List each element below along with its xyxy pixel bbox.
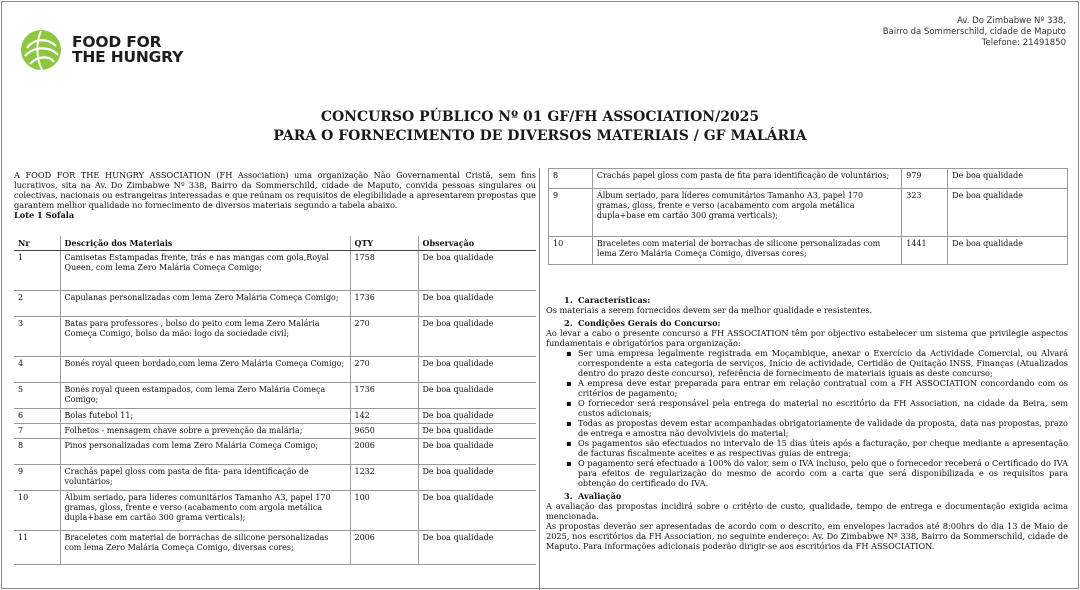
cell-observation: De boa qualidade: [948, 237, 1068, 265]
table-row: [14, 317, 536, 357]
list-item-text: Ser uma empresa legalmente registrada em Moçambique, anexar o Exercício da Actividade Comercial, ou Alvará correspondente a esta categoria de serviços, Início de actividade, Certidão de Quitação INSS, Finanças (Atualizados dentro do prazo deste concurso), referência de fornecimento de materiais iguais as deste concurso;: [578, 348, 1068, 378]
cell-observation: De boa qualidade: [418, 465, 536, 491]
table-row: [549, 169, 1068, 189]
table-row: [14, 491, 536, 531]
cell-nr: 9: [14, 465, 60, 491]
cell-nr: 1: [14, 251, 60, 291]
list-item: [564, 418, 1068, 438]
cell-qty: 1736: [350, 383, 418, 409]
cell-observation: De boa qualidade: [418, 439, 536, 465]
evaluation-text: A avaliação das propostas incidirá sobre o critério de custo, qualidade, tempo de entrega e documentação exigida acima mencionada.: [546, 501, 1068, 521]
cell-observation: De boa qualidade: [418, 409, 536, 424]
cell-description: Álbum seriado, para líderes comunitários Tamanho A3, papel 170 gramas, gloss, frente e verso (acabamento com argola metálica dupla+base em cartão 300 grama verticals);: [60, 491, 350, 531]
table-row: [14, 531, 536, 565]
intro-paragraph: A FOOD FOR THE HUNGRY ASSOCIATION (FH Association) uma organização Não Governamental Cristã, sem fins lucrativos, sita na Av. Do Zimbabwe Nº 338, Bairro da Sommerschild, cidade de Maputo, convida pessoas singulares ou colectivas, nacionais ou estrangeiras interessadas e que reúnam os requisitos de elegibilidade a apresentarem propostas que garantem melhor qualidade no fornecimento de diversos materiais segundo a tabela abaixo.: [14, 170, 536, 210]
cell-observation: De boa qualidade: [418, 357, 536, 383]
list-item: [564, 348, 1068, 378]
cell-nr: 2: [14, 291, 60, 317]
cell-nr: 10: [14, 491, 60, 531]
cell-description: Bonés royal queen estampados, com lema Zero Malária Começa Comigo;: [60, 383, 350, 409]
cell-description: Capulanas personalizadas com lema Zero Malária Começa Comigo;: [60, 291, 350, 317]
header-description: Descrição dos Materiais: [60, 236, 350, 251]
cell-nr: 4: [14, 357, 60, 383]
cell-qty: 323: [902, 189, 948, 237]
materials-table-continued: [548, 168, 1068, 265]
cell-description: Braceletes com material de borrachas de silicone personalizadas com lema Zero Malária Começa Comigo, diversas cores;: [60, 531, 350, 565]
cell-observation: De boa qualidade: [418, 251, 536, 291]
section-heading-characteristics: 1. Características:: [564, 295, 651, 305]
fh-logo: [18, 28, 188, 72]
cell-observation: De boa qualidade: [948, 189, 1068, 237]
bullet-icon: ▪: [566, 348, 572, 358]
cell-description: Bonés royal queen bordado,com lema Zero Malária Começa Comigo;: [60, 357, 350, 383]
cell-observation: De boa qualidade: [418, 491, 536, 531]
list-item-text: O pagamento será efectuado a 100% do valor, sem o IVA incluso, pelo que o fornecedor receberá o Certificado do IVA para efeitos de regularização do mesmo de acordo com a carta que será disponibilizada e os requisitos para obtenção do certificado do IVA.: [578, 458, 1068, 488]
table-row: [14, 424, 536, 439]
cell-nr: 6: [14, 409, 60, 424]
cell-description: Camisetas Estampadas frente, trás e nas mangas com gola,Royal Queen, com lema Zero Malária Começa Comigo;: [60, 251, 350, 291]
table-row: [14, 439, 536, 465]
conditions-list: [564, 348, 1068, 488]
table-row: [549, 189, 1068, 237]
table-row: [14, 251, 536, 291]
cell-nr: 10: [549, 237, 593, 265]
cell-qty: 270: [350, 317, 418, 357]
table-header-row: [14, 236, 536, 251]
cell-qty: 1758: [350, 251, 418, 291]
bullet-icon: ▪: [566, 418, 572, 428]
conditions-block: [546, 292, 1068, 551]
cell-observation: De boa qualidade: [418, 383, 536, 409]
cell-qty: 1232: [350, 465, 418, 491]
logo-line-1: FOOD FOR: [72, 33, 162, 51]
list-item: [564, 438, 1068, 458]
table-row: [14, 291, 536, 317]
section-heading-evaluation: 3. Avaliação: [564, 491, 622, 501]
logo-line-2: THE HUNGRY: [72, 48, 184, 66]
header-observation: Observação: [418, 236, 536, 251]
cell-qty: 270: [350, 357, 418, 383]
table-row: [14, 357, 536, 383]
section-heading-general-conditions: 2. Condições Gerais do Concurso:: [564, 318, 721, 328]
cell-observation: De boa qualidade: [418, 317, 536, 357]
logo-wordmark: [72, 35, 183, 65]
cell-nr: 3: [14, 317, 60, 357]
list-item-text: A empresa deve estar preparada para entrar em relação contratual com a FH ASSOCIATION concordando com os critérios de pagamento;: [578, 378, 1068, 398]
table-row: [14, 383, 536, 409]
bullet-icon: ▪: [566, 398, 572, 408]
intro-block: [14, 170, 536, 220]
cell-qty: 2006: [350, 531, 418, 565]
title-line-1: CONCURSO PÚBLICO Nº 01 GF/FH ASSOCIATION/2025: [320, 109, 760, 125]
list-item: [564, 458, 1068, 488]
cell-nr: 7: [14, 424, 60, 439]
list-item-text: Todas as propostas devem estar acompanhadas obrigatoriamente de validade da proposta, data nas propostas, prazo de entrega e amostra não devolvivieis do material;: [578, 418, 1068, 438]
table-row: [549, 237, 1068, 265]
lot-label: Lote 1 Sofala: [14, 210, 75, 220]
address-line: Telefone: 21491850: [981, 38, 1066, 48]
table-body: [14, 251, 536, 565]
cell-observation: De boa qualidade: [418, 531, 536, 565]
list-item: [564, 378, 1068, 398]
cell-qty: 142: [350, 409, 418, 424]
cell-qty: 1736: [350, 291, 418, 317]
table-row: [14, 465, 536, 491]
cell-description: Folhetos - mensagem chave sobre a prevenção da malária;: [60, 424, 350, 439]
list-item-text: Os pagamentos são efectuados no intervalo de 15 dias úteis após a facturação, por cheque mediante a apresentação de facturas fiscalmente aceites e as respectivas guias de entrega;: [578, 438, 1068, 458]
cell-description: Álbum seriado, para líderes comunitários Tamanho A3, papel 170 gramas, gloss, frente e verso (acabamento com argola metálica dupla+base em cartão 300 grama verticals);: [592, 189, 901, 237]
list-item-text: O fornecedor será responsável pela entrega do material no escritório da FH Association, na cidade da Beira, sem custos adicionais;: [578, 398, 1068, 418]
header-qty: QTY: [350, 236, 418, 251]
cell-description: Crachás papel gloss com pasta de fita para identificação de voluntários;: [592, 169, 901, 189]
cell-observation: De boa qualidade: [418, 291, 536, 317]
materials-table-lot-1: [14, 236, 536, 565]
cell-description: Bolas futebol 11;: [60, 409, 350, 424]
cell-nr: 5: [14, 383, 60, 409]
bullet-icon: ▪: [566, 458, 572, 468]
cell-qty: 979: [902, 169, 948, 189]
cell-observation: De boa qualidade: [948, 169, 1068, 189]
cell-qty: 9650: [350, 424, 418, 439]
cell-nr: 8: [14, 439, 60, 465]
document-title: [0, 108, 1080, 146]
cell-qty: 100: [350, 491, 418, 531]
cell-description: Braceletes com material de borrachas de silicone personalizadas com lema Zero Malária Começa Comigo, diversas cores;: [592, 237, 901, 265]
table-row: [14, 409, 536, 424]
wheat-ball-logo-icon: [18, 28, 64, 72]
cell-description: Pinos personalizadas com lema Zero Malária Começa Comigo;: [60, 439, 350, 465]
header-nr: Nr: [14, 236, 60, 251]
table-body: [549, 169, 1068, 265]
cell-qty: 1441: [902, 237, 948, 265]
bullet-icon: ▪: [566, 438, 572, 448]
characteristics-text: Os materiais a serem fornecidos devem ser da melhor qualidade e resistentes.: [546, 305, 873, 315]
cell-nr: 9: [549, 189, 593, 237]
general-conditions-text: Ao levar a cabo o presente concurso a FH ASSOCIATION têm por objectivo estabelecer um sistema que privilegie aspectos fundamentais e obrigatórios para organização:: [546, 328, 1068, 348]
address-line: Av. Do Zimbabwe Nº 338,: [957, 16, 1066, 26]
cell-observation: De boa qualidade: [418, 424, 536, 439]
cell-nr: 8: [549, 169, 593, 189]
column-divider: [539, 168, 540, 590]
address-line: Bairro da Sommerschild, cidade de Maputo: [882, 27, 1066, 37]
submission-text: As propostas deverão ser apresentadas de acordo com o descrito, em envelopes lacrados até 8:00hrs do dia 13 de Maio de 2025, nos escritórios da FH Association, no seguinte endereço: Av. Do Zimbabwe Nº 338, Bairro da Sommerschild, cidade de Maputo. Para informações adicionais poderão dirigir-se aos escritórios da FH ASSOCIATION.: [546, 521, 1068, 551]
cell-description: Crachás papel gloss com pasta de fita- para identificação de voluntários;: [60, 465, 350, 491]
cell-nr: 11: [14, 531, 60, 565]
cell-description: Batas para professores , bolso do peito com lema Zero Malária Começa Comigo, bolso da mão: logo da sociedade civil;: [60, 317, 350, 357]
list-item: [564, 398, 1068, 418]
address-block: [883, 16, 1066, 49]
cell-qty: 2006: [350, 439, 418, 465]
title-line-2: PARA O FORNECIMENTO DE DIVERSOS MATERIAIS / GF MALÁRIA: [273, 128, 807, 144]
bullet-icon: ▪: [566, 378, 572, 388]
